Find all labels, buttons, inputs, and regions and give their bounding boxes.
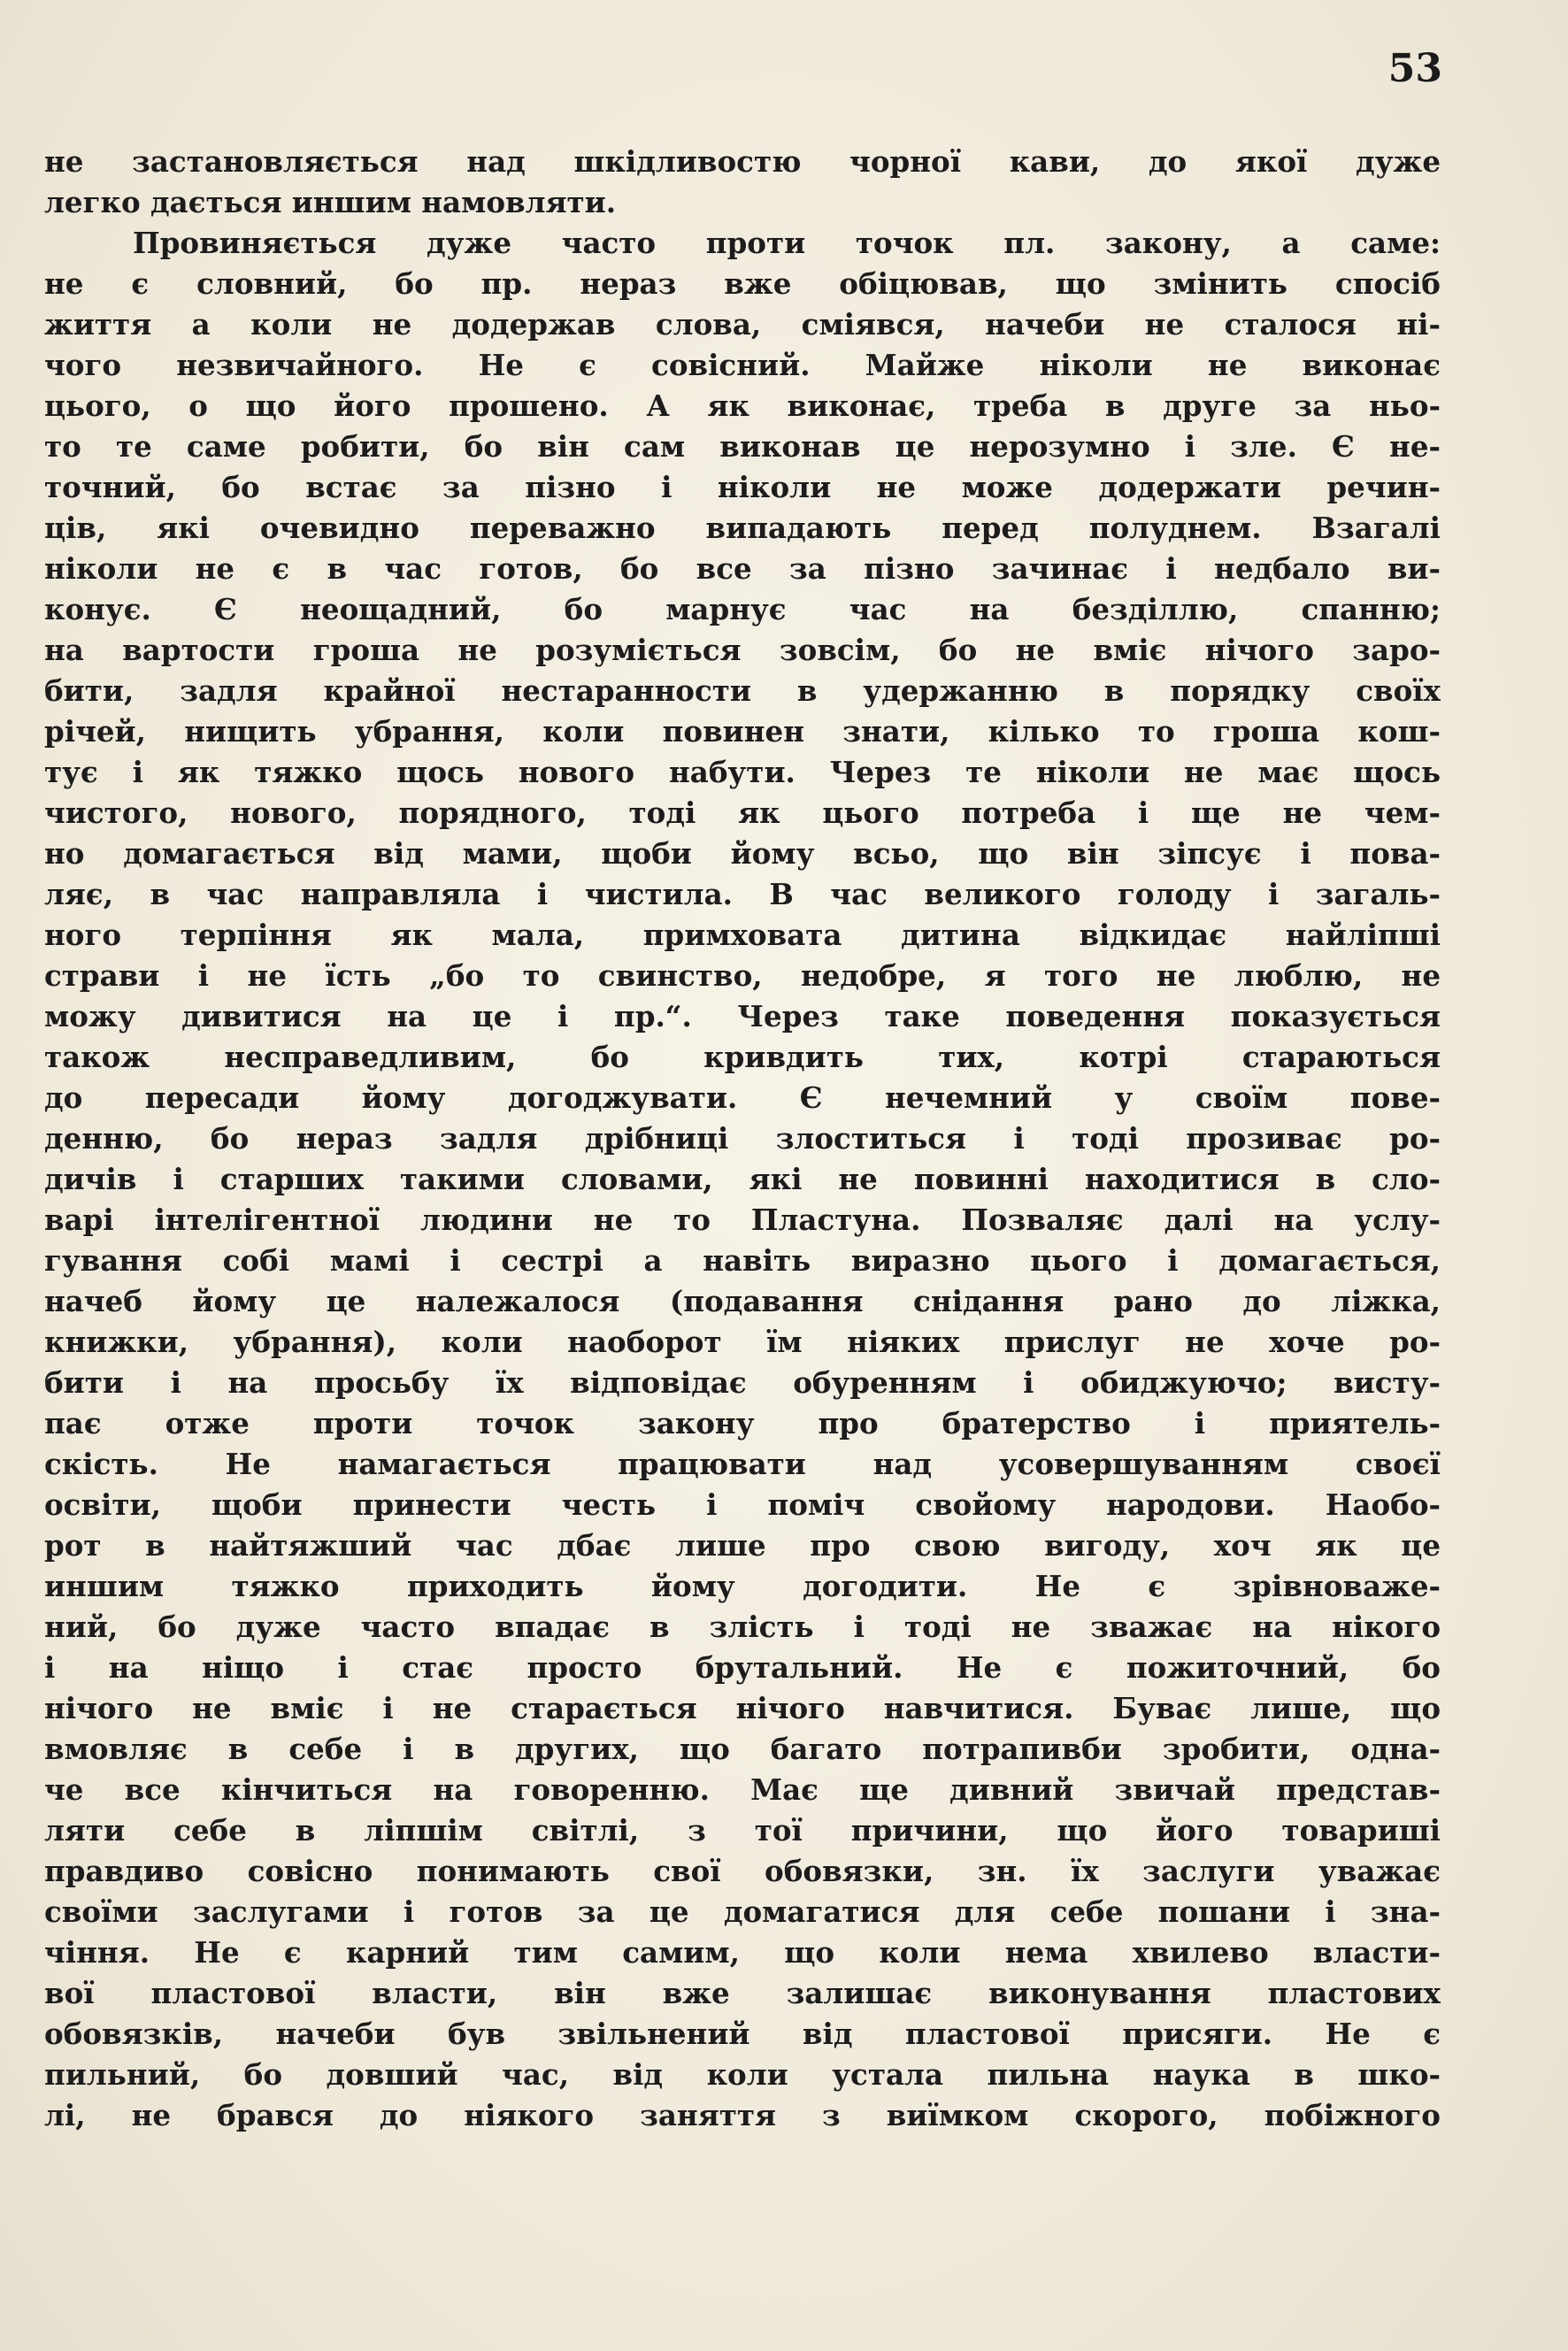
text-line: на вартости гроша не розуміється зовсім, бо не вміє нічого заро- — [44, 633, 1441, 667]
text-line: правдиво совісно понимають свої обовязки, зн. їх заслуги уважає — [44, 1854, 1441, 1888]
text-line: життя а коли не додержав слова, сміявся, начеби не сталося ні- — [44, 307, 1441, 342]
text-line: до пересади йому догоджувати. Є нечемний у своїм пове- — [44, 1080, 1441, 1115]
text-line: варі інтелігентної людини не то Пластуна. Позваляє далі на услу- — [44, 1202, 1441, 1237]
text-line: но домагається від мами, щоби йому всьо, що він зіпсує і пова- — [44, 836, 1441, 871]
text-line: рот в найтяжший час дбає лише про свою вигоду, хоч як це — [44, 1528, 1441, 1563]
text-line: тує і як тяжко щось нового набути. Через те ніколи не має щось — [44, 755, 1441, 789]
text-line: че все кінчиться на говоренню. Має ще дивний звичай представ- — [44, 1772, 1441, 1807]
text-line: ного терпіння як мала, примховата дитина відкидає найліпші — [44, 918, 1441, 952]
text-line: бити, задля крайної нестаранности в удержанню в порядку своїх — [44, 673, 1441, 708]
text-line: бити і на просьбу їх відповідає обуренням і обиджуючо; висту- — [44, 1365, 1441, 1400]
text-line: нічого не вміє і не старається нічого навчитися. Буває лише, що — [44, 1691, 1441, 1725]
text-line: скість. Не намагається працювати над усовершуванням своєї — [44, 1447, 1441, 1481]
text-line: начеб йому це належалося (подавання снідання рано до ліжка, — [44, 1284, 1441, 1318]
text-line: гування собі мамі і сестрі а навіть виразно цього і домагається, — [44, 1243, 1441, 1278]
text-line: не є словний, бо пр. нераз вже обіцював, що змінить спосіб — [44, 266, 1441, 301]
text-line: иншим тяжко приходить йому догодити. Не є зрівноваже- — [44, 1569, 1441, 1603]
text-line: легко дається иншим намовляти. — [44, 185, 617, 219]
text-line: книжки, убрання), коли наоборот їм ніяких прислуг не хоче ро- — [44, 1325, 1441, 1359]
page-number: 53 — [1387, 46, 1442, 91]
text-line: дичів і старших такими словами, які не повинні находитися в сло- — [44, 1162, 1441, 1196]
text-line: ніколи не є в час готов, бо все за пізно зачинає і недбало ви- — [44, 551, 1441, 586]
text-line: чистого, нового, порядного, тоді як цього потреба і ще не чем- — [44, 795, 1441, 830]
text-line: не застановляється над шкідливостю чорної кави, до якої дуже — [44, 144, 1441, 179]
text-line: точний, бо встає за пізно і ніколи не може додержати речин- — [44, 470, 1441, 504]
text-line: ляти себе в ліпшім світлі, з тої причини, що його товариші — [44, 1813, 1441, 1848]
text-line: і на ніщо і стає просто брутальний. Не є пожиточний, бо — [44, 1650, 1441, 1685]
text-line: Провиняється дуже часто проти точок пл. закону, а саме: — [133, 226, 1441, 260]
text-line: пає отже проти точок закону про братерство і приятель- — [44, 1406, 1441, 1441]
text-line: пильний, бо довший час, від коли устала пильна наука в шко- — [44, 2057, 1441, 2092]
text-line: денню, бо нераз задля дрібниці злоститься і тоді прозиває ро- — [44, 1121, 1441, 1156]
text-line: можу дивитися на це і пр.“. Через таке поведення показується — [44, 999, 1441, 1033]
text-line: також несправедливим, бо кривдить тих, котрі стараються — [44, 1040, 1441, 1074]
text-line: своїми заслугами і готов за це домагатися для себе пошани і зна- — [44, 1894, 1441, 1929]
text-line: ляє, в час направляла і чистила. В час великого голоду і загаль- — [44, 877, 1441, 911]
text-line: річей, нищить убрання, коли повинен знати, кілько то гроша кош- — [44, 714, 1441, 749]
text-line: лі, не брався до ніякого заняття з виїмком скорого, побіжного — [44, 2098, 1441, 2132]
text-line: то те саме робити, бо він сам виконав це нерозумно і зле. Є не- — [44, 429, 1441, 464]
text-line: вої пластової власти, він вже залишає виконування пластових — [44, 1976, 1441, 2010]
text-line: цього, о що його прошено. А як виконає, треба в друге за ньо- — [44, 388, 1441, 423]
text-line: ців, які очевидно переважно випадають перед полуднем. Взагалі — [44, 511, 1441, 545]
text-line: конує. Є неощадний, бо марнує час на безділлю, спанню; — [44, 592, 1441, 626]
text-line: освіти, щоби принести честь і поміч свойому народови. Наобо- — [44, 1487, 1441, 1522]
body-text — [44, 142, 1441, 2136]
text-line: страви і не їсть „бо то свинство, недобре, я того не люблю, не — [44, 958, 1441, 993]
text-line: ний, бо дуже часто впадає в злість і тоді не зважає на нікого — [44, 1610, 1441, 1644]
text-line: чого незвичайного. Не є совісний. Майже ніколи не виконає — [44, 348, 1441, 382]
text-line: вмовляє в себе і в других, що багато потрапивби зробити, одна- — [44, 1732, 1441, 1766]
text-line: чіння. Не є карний тим самим, що коли нема хвилево власти- — [44, 1935, 1441, 1970]
text-line: обовязків, начеби був звільнений від пластової присяги. Не є — [44, 2017, 1441, 2051]
